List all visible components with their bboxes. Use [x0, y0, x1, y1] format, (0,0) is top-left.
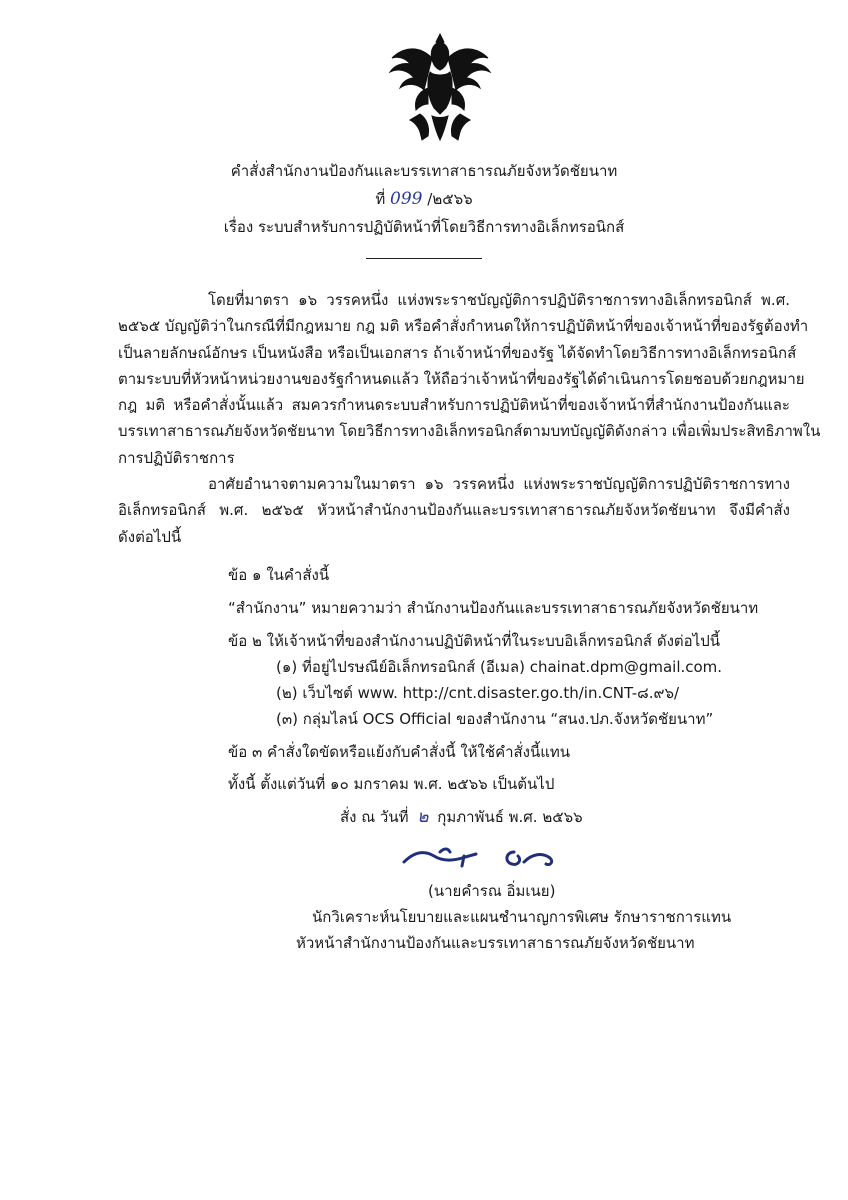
signatory-name: (นายคำรณ อิ่มเนย) [428, 882, 556, 900]
order-number-suffix: /๒๕๖๖ [427, 190, 473, 208]
order-subject: เรื่อง ระบบสำหรับการปฏิบัติหน้าที่โดยวิธีการทางอิเล็กทรอนิกส์ [223, 218, 625, 236]
paragraph-line: ตามระบบที่หัวหน้าหน่วยงานของรัฐกำหนดแล้ว ให้ถือว่าเจ้าหน้าที่ของรัฐได้ดำเนินการโดยชอบด้วยกฎหมาย [118, 369, 805, 388]
order-number-handwritten: 099 [390, 189, 423, 209]
paragraph-line: ๒๕๖๕ บัญญัติว่าในกรณีที่มีกฎหมาย กฎ มติ หรือคำสั่งกำหนดให้การปฏิบัติหน้าที่ของเจ้าหน้าที่ของรัฐต้องทำ [118, 317, 809, 336]
signatory-position-2: หัวหน้าสำนักงานป้องกันและบรรเทาสาธารณภัยจังหวัดชัยนาท [296, 934, 695, 952]
order-date-suffix: กุมภาพันธ์ พ.ศ. ๒๕๖๖ [437, 808, 583, 826]
paragraph-line: อาศัยอำนาจตามความในมาตรา ๑๖ วรรคหนึ่ง แห่งพระราชบัญญัติการปฏิบัติราชการทาง [208, 475, 790, 493]
order-number-line [0, 188, 848, 210]
paragraph-line: เป็นลายลักษณ์อักษร เป็นหนังสือ หรือเป็นเอกสาร ถ้าเจ้าหน้าที่ของรัฐ ได้จัดทำโดยวิธีการทางอิเล็กทรอนิกส์ [118, 343, 797, 362]
garuda-emblem-icon [380, 28, 500, 148]
paragraph-line: โดยที่มาตรา ๑๖ วรรคหนึ่ง แห่งพระราชบัญญัติการปฏิบัติราชการทางอิเล็กทรอนิกส์ พ.ศ. [208, 291, 790, 309]
list-item: (๒) เว็บไซต์ www. http://cnt.disaster.go.th/in.CNT-๘.๙๖/ [276, 684, 680, 702]
signatory-position-1: นักวิเคราะห์นโยบายและแผนชำนาญการพิเศษ รักษาราชการแทน [312, 908, 732, 926]
order-date-day-handwritten: ๒ [417, 807, 429, 827]
definition: “สำนักงาน” หมายความว่า สำนักงานป้องกันและบรรเทาสาธารณภัยจังหวัดชัยนาท [228, 599, 759, 617]
signature-icon [398, 840, 568, 874]
effective-date: ทั้งนี้ ตั้งแต่วันที่ ๑๐ มกราคม พ.ศ. ๒๕๖๖ เป็นต้นไป [228, 775, 555, 793]
list-item: (๑) ที่อยู่ไปรษณีย์อิเล็กทรอนิกส์ (อีเมล) chainat.dpm@gmail.com. [276, 658, 723, 676]
order-number-prefix: ที่ [375, 190, 386, 208]
clause-3: ข้อ ๓ คำสั่งใดขัดหรือแย้งกับคำสั่งนี้ ให้ใช้คำสั่งนี้แทน [228, 743, 571, 761]
paragraph-preamble [118, 287, 821, 471]
divider [366, 258, 482, 259]
clause-1: ข้อ ๑ ในคำสั่งนี้ [228, 566, 330, 584]
paragraph-authority [118, 471, 790, 550]
list-item: (๓) กลุ่มไลน์ OCS Official ของสำนักงาน “สนง.ปภ.จังหวัดชัยนาท” [276, 710, 714, 728]
paragraph-line: กฎ มติ หรือคำสั่งนั้นแล้ว สมควรกำหนดระบบสำหรับการปฏิบัติหน้าที่ของเจ้าหน้าที่สำนักงานป้องกันและ [118, 396, 790, 415]
paragraph-line: อิเล็กทรอนิกส์ พ.ศ. ๒๕๖๕ หัวหน้าสำนักงานป้องกันและบรรเทาสาธารณภัยจังหวัดชัยนาท จึงมีคำสั่ง [118, 501, 790, 520]
clause-2: ข้อ ๒ ให้เจ้าหน้าที่ของสำนักงานปฏิบัติหน้าที่ในระบบอิเล็กทรอนิกส์ ดังต่อไปนี้ [228, 632, 720, 650]
paragraph-line: การปฏิบัติราชการ [118, 448, 235, 467]
order-date-prefix: สั่ง ณ วันที่ [340, 808, 409, 826]
order-heading: คำสั่งสำนักงานป้องกันและบรรเทาสาธารณภัยจังหวัดชัยนาท [230, 162, 618, 180]
paragraph-line: ดังต่อไปนี้ [118, 527, 182, 546]
order-date [340, 806, 583, 828]
paragraph-line: บรรเทาสาธารณภัยจังหวัดชัยนาท โดยวิธีการทางอิเล็กทรอนิกส์ตามบทบัญญัติดังกล่าว เพื่อเพิ่มประสิทธิภาพใน [118, 422, 821, 441]
